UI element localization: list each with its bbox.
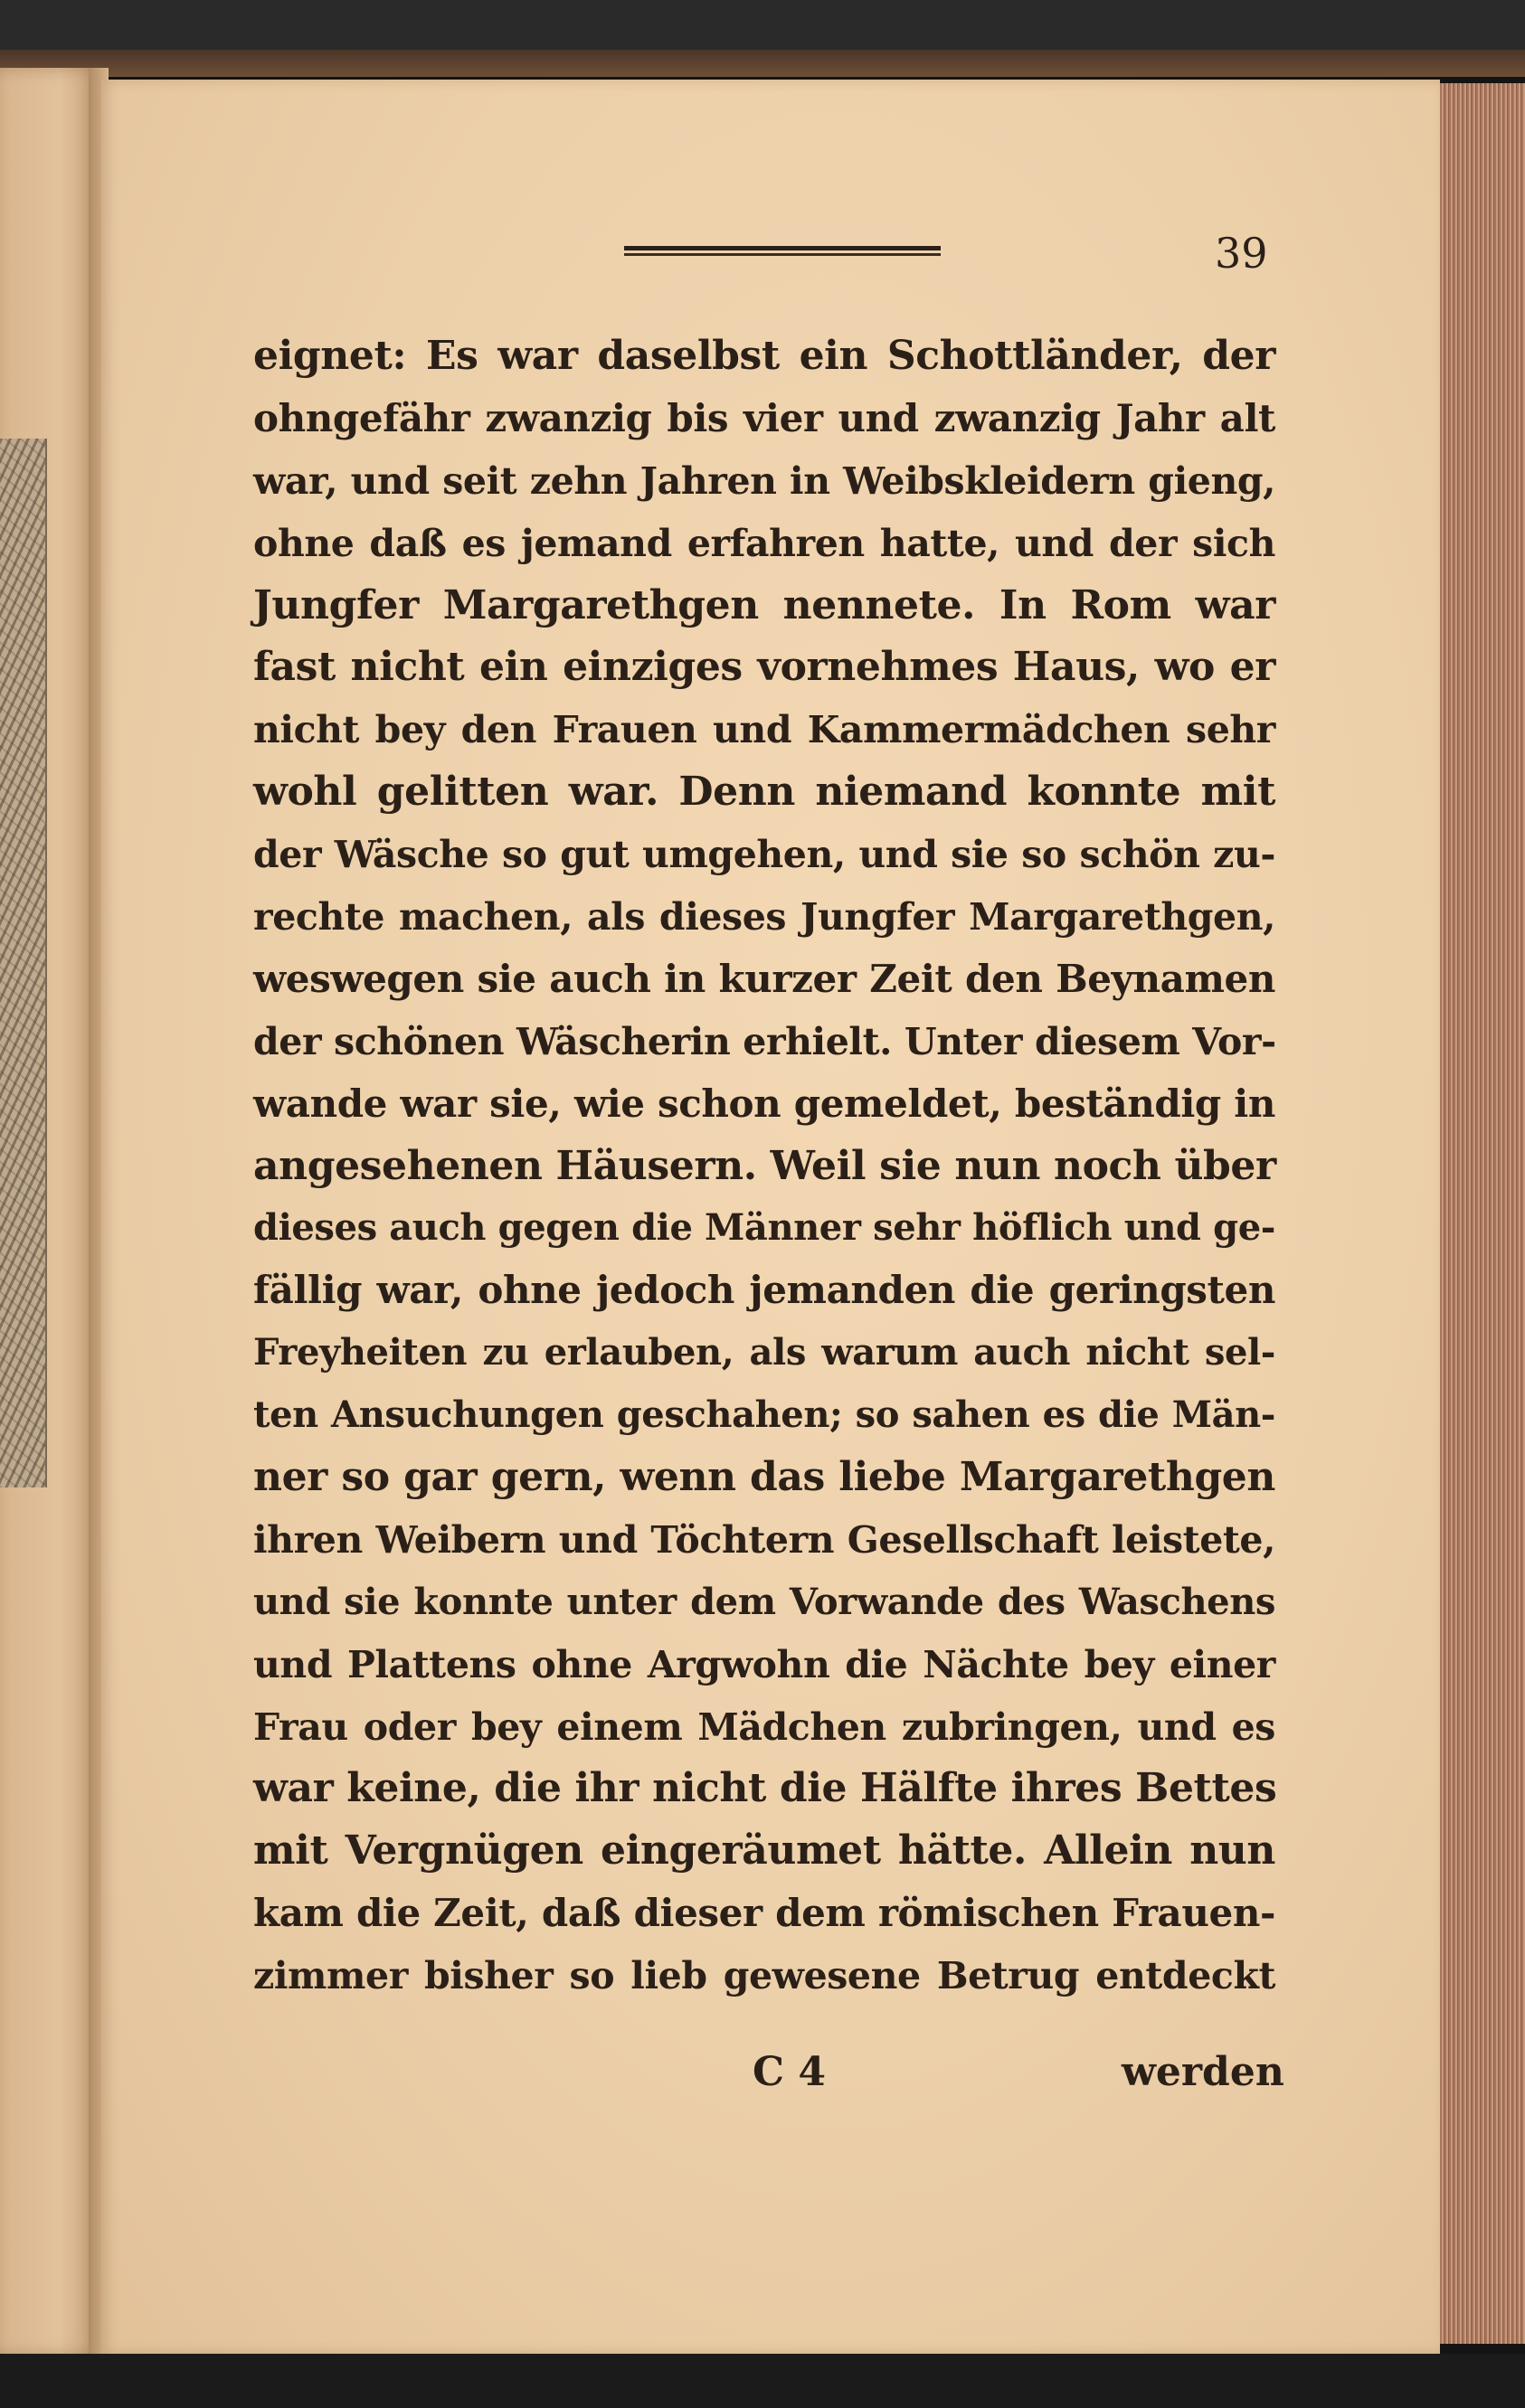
text-line: dieses auch gegen die Männer sehr höflich und ge- [253,1206,1275,1250]
background-bottom [0,2354,1525,2408]
text-line: nicht bey den Frauen und Kammermädchen sehr [253,708,1275,752]
text-line: ner so gar gern, wenn das liebe Margarethgen [253,1454,1275,1501]
text-line: ohngefähr zwanzig bis vier und zwanzig Jahr alt [253,395,1275,440]
text-line: war keine, die ihr nicht die Hälfte ihres Bettes [253,1765,1277,1812]
text-line: mit Vergnügen eingeräumet hätte. Allein nun [253,1827,1275,1874]
text-line: Frau oder bey einem Mädchen zubringen, und es [253,1704,1275,1749]
text-line: ohne daß es jemand erfahren hatte, und der sich [253,521,1275,565]
text-line: wande war sie, wie schon gemeldet, beständig in [253,1081,1275,1126]
book-cover-edge [0,50,1525,77]
text-line: wohl gelitten war. Denn niemand konnte mit [253,769,1275,816]
text-line: und Plattens ohne Argwohn die Nächte bey einer [253,1642,1275,1686]
header-ornament-rule [624,246,941,259]
text-line: rechte machen, als dieses Jungfer Margarethgen, [253,895,1275,940]
text-line: war, und seit zehn Jahren in Weibskleidern gieng, [253,458,1275,503]
text-line: fällig war, ohne jedoch jemanden die geringsten [253,1268,1275,1313]
text-line: fast nicht ein einziges vornehmes Haus, wo er [253,644,1275,691]
text-line: der schönen Wäscherin erhielt. Unter diesem Vor- [253,1019,1276,1063]
body-text [253,326,1275,2007]
catchword: werden [1122,2049,1284,2095]
text-line: und sie konnte unter dem Vorwande des Waschens [253,1580,1275,1623]
text-line: Jungfer Margarethgen nennete. In Rom war [253,581,1275,628]
text-line: Freyheiten zu erlauben, als warum auch nicht sel- [253,1331,1275,1374]
facing-page [0,68,99,2356]
printer-signature: C 4 [753,2049,826,2095]
text-line: eignet: Es war daselbst ein Schottländer, der [253,333,1275,379]
text-line: ten Ansuchungen geschahen; so sahen es die Män- [253,1393,1275,1437]
text-line: der Wäsche so gut umgehen, und sie so schön zu- [253,833,1275,877]
page-number: 39 [1215,229,1268,278]
page-edges [1440,83,1525,2344]
text-line: weswegen sie auch in kurzer Zeit den Beynamen [253,956,1275,1001]
text-line: ihren Weibern und Töchtern Gesellschaft leistete, [253,1517,1275,1562]
facing-page-engraving [0,439,47,1487]
text-line: angesehenen Häusern. Weil sie nun noch über [253,1142,1276,1189]
text-line: kam die Zeit, daß dieser dem römischen Frauen- [253,1891,1275,1936]
text-line: zimmer bisher so lieb gewesene Betrug entdeckt [253,1954,1275,1998]
